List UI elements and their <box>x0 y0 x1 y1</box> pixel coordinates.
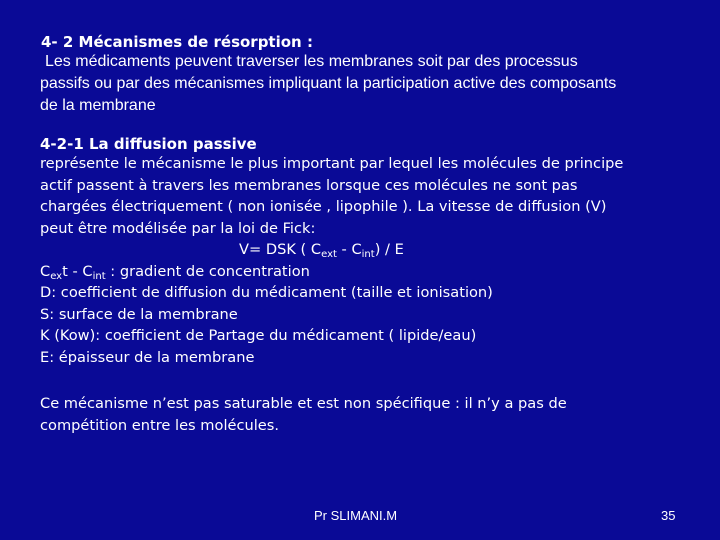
definition-s: S: surface de la membrane <box>40 305 238 323</box>
definition-d: D: coefficient de diffusion du médicament (taille et ionisation) <box>40 284 493 301</box>
body-line: chargées électriquement ( non ionisée , lipophile ). La vitesse de diffusion (V) <box>40 198 607 215</box>
definition-e: E: épaisseur de la membrane <box>40 348 255 366</box>
page-number: 35 <box>661 508 676 523</box>
formula-sub-int: int <box>361 249 375 260</box>
formula-middle: - C <box>336 241 362 258</box>
body-line: peut être modélisée par la loi de Fick: <box>40 219 316 237</box>
subsection-heading: 4-2-1 La diffusion passive <box>40 135 257 153</box>
fick-formula <box>40 239 700 261</box>
diffusion-description <box>40 153 700 368</box>
body-line: représente le mécanisme le plus important par lequel les molécules de principe <box>40 155 624 172</box>
formula-prefix: V= DSK ( C <box>239 241 322 258</box>
gradient-sub-int: int <box>92 270 106 282</box>
intro-paragraph <box>40 51 700 117</box>
intro-line: Les médicaments peuvent traverser les membranes soit par des processus <box>45 53 578 70</box>
gradient-definition <box>40 261 700 283</box>
conclusion-paragraph <box>40 393 700 436</box>
footer-author: Pr SLIMANI.M <box>314 508 398 523</box>
body-line: actif passent à travers les membranes lorsque ces molécules ne sont pas <box>40 176 578 194</box>
gradient-c: C <box>40 262 51 280</box>
section-heading: 4- 2 Mécanismes de résorption : <box>41 33 313 51</box>
gradient-sub-ex: ex <box>50 270 63 282</box>
intro-line: passifs ou par des mécanismes impliquant la participation active des composants <box>40 75 617 92</box>
intro-line: de la membrane <box>40 97 156 114</box>
formula-suffix: ) / E <box>374 241 404 258</box>
definition-k: K (Kow): coefficient de Partage du médicament ( lipide/eau) <box>40 327 477 344</box>
conclusion-line: Ce mécanisme n’est pas saturable et est non spécifique : il n’y a pas de <box>40 395 567 412</box>
formula-sub-ext: ext <box>321 249 337 260</box>
gradient-rest: : gradient de concentration <box>105 262 310 280</box>
gradient-t: t - C <box>62 262 93 280</box>
conclusion-line: compétition entre les molécules. <box>40 416 280 434</box>
